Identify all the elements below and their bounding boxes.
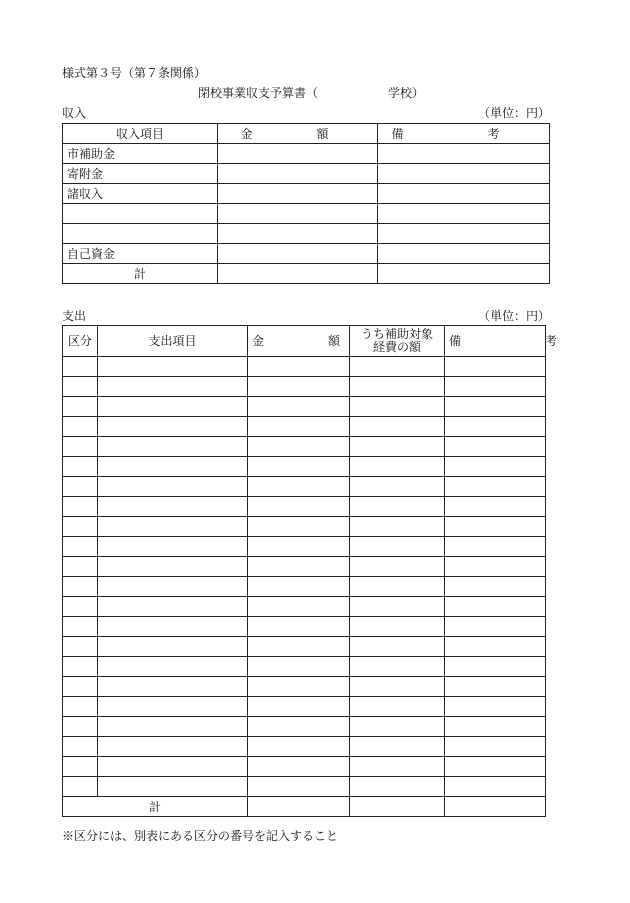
expenditure-amount-cell[interactable] <box>248 397 350 417</box>
income-item-cell: 寄附金 <box>63 164 218 184</box>
expenditure-item-cell[interactable] <box>98 557 248 577</box>
income-remarks-cell[interactable] <box>378 184 550 204</box>
expenditure-remarks-cell[interactable] <box>445 737 546 757</box>
expenditure-item-cell[interactable] <box>98 657 248 677</box>
expenditure-remarks-cell[interactable] <box>445 617 546 637</box>
expenditure-subsidy-cell[interactable] <box>350 517 445 537</box>
expenditure-section-label: 支出 <box>62 309 87 323</box>
expenditure-category-cell[interactable] <box>63 357 98 377</box>
expenditure-row <box>63 397 546 417</box>
expenditure-subsidy-cell[interactable] <box>350 377 445 397</box>
footnote: ※区分には、別表にある区分の番号を記入すること <box>62 829 339 843</box>
expenditure-amount-cell[interactable] <box>248 697 350 717</box>
expenditure-category-cell[interactable] <box>63 677 98 697</box>
expenditure-remarks-cell[interactable] <box>445 397 546 417</box>
income-row <box>63 164 550 184</box>
expenditure-item-cell[interactable] <box>98 397 248 417</box>
expenditure-amount-cell[interactable] <box>248 777 350 797</box>
expenditure-remarks-cell[interactable] <box>445 777 546 797</box>
expenditure-amount-cell[interactable] <box>248 477 350 497</box>
expenditure-remarks-cell[interactable] <box>445 637 546 657</box>
income-amount-cell[interactable] <box>218 164 378 184</box>
expenditure-category-cell[interactable] <box>63 437 98 457</box>
expenditure-body <box>63 357 546 797</box>
expenditure-total-subsidy[interactable] <box>350 797 445 817</box>
income-total-amount[interactable] <box>218 264 378 284</box>
expenditure-subsidy-cell[interactable] <box>350 757 445 777</box>
expenditure-row <box>63 477 546 497</box>
expenditure-row <box>63 637 546 657</box>
income-col-item: 収入項目 <box>63 124 218 144</box>
expenditure-header-row <box>63 326 546 357</box>
expenditure-category-cell[interactable] <box>63 517 98 537</box>
expenditure-col-category: 区分 <box>63 326 98 357</box>
expenditure-item-cell[interactable] <box>98 537 248 557</box>
expenditure-row <box>63 497 546 517</box>
expenditure-item-cell[interactable] <box>98 377 248 397</box>
expenditure-item-cell[interactable] <box>98 757 248 777</box>
expenditure-amount-cell[interactable] <box>248 457 350 477</box>
expenditure-subsidy-cell[interactable] <box>350 617 445 637</box>
income-row <box>63 144 550 164</box>
income-amount-cell[interactable] <box>218 244 378 264</box>
expenditure-category-cell[interactable] <box>63 697 98 717</box>
expenditure-amount-cell[interactable] <box>248 677 350 697</box>
expenditure-col-subsidy: うち補助対象 経費の額 <box>350 326 445 357</box>
expenditure-item-cell[interactable] <box>98 437 248 457</box>
expenditure-subsidy-cell[interactable] <box>350 557 445 577</box>
income-row <box>63 224 550 244</box>
expenditure-category-cell[interactable] <box>63 637 98 657</box>
expenditure-category-cell[interactable] <box>63 557 98 577</box>
expenditure-row <box>63 717 546 737</box>
expenditure-row <box>63 517 546 537</box>
expenditure-row <box>63 737 546 757</box>
expenditure-category-cell[interactable] <box>63 757 98 777</box>
expenditure-amount-cell[interactable] <box>248 657 350 677</box>
expenditure-row <box>63 417 546 437</box>
income-unit-label: （単位：円） <box>477 106 550 120</box>
expenditure-category-cell[interactable] <box>63 717 98 737</box>
expenditure-category-cell[interactable] <box>63 457 98 477</box>
expenditure-remarks-cell[interactable] <box>445 357 546 377</box>
expenditure-category-cell[interactable] <box>63 417 98 437</box>
income-table <box>62 123 550 284</box>
expenditure-item-cell[interactable] <box>98 717 248 737</box>
expenditure-row <box>63 677 546 697</box>
expenditure-remarks-cell[interactable] <box>445 437 546 457</box>
expenditure-row <box>63 657 546 677</box>
expenditure-subsidy-cell[interactable] <box>350 497 445 517</box>
expenditure-item-cell[interactable] <box>98 737 248 757</box>
income-total-row <box>63 264 550 284</box>
income-remarks-cell[interactable] <box>378 204 550 224</box>
expenditure-col-amount: 金 額 <box>248 326 350 357</box>
expenditure-subsidy-cell[interactable] <box>350 417 445 437</box>
expenditure-remarks-cell[interactable] <box>445 657 546 677</box>
expenditure-remarks-cell[interactable] <box>445 477 546 497</box>
expenditure-subsidy-cell[interactable] <box>350 457 445 477</box>
expenditure-subsidy-cell[interactable] <box>350 397 445 417</box>
expenditure-category-cell[interactable] <box>63 577 98 597</box>
expenditure-remarks-cell[interactable] <box>445 677 546 697</box>
income-col-remarks: 備 考 <box>378 124 550 144</box>
expenditure-category-cell[interactable] <box>63 397 98 417</box>
income-row <box>63 244 550 264</box>
expenditure-subsidy-cell[interactable] <box>350 717 445 737</box>
expenditure-category-cell[interactable] <box>63 597 98 617</box>
title-prefix: 閉校事業収支予算書（ <box>198 86 319 100</box>
expenditure-remarks-cell[interactable] <box>445 457 546 477</box>
expenditure-remarks-cell[interactable] <box>445 377 546 397</box>
income-remarks-cell[interactable] <box>378 244 550 264</box>
expenditure-unit-label: （単位：円） <box>477 309 550 323</box>
expenditure-col-remarks: 備 考 <box>445 326 546 357</box>
expenditure-row <box>63 577 546 597</box>
expenditure-subsidy-cell[interactable] <box>350 477 445 497</box>
expenditure-row <box>63 557 546 577</box>
title-suffix: 学校） <box>388 86 425 100</box>
expenditure-category-cell[interactable] <box>63 657 98 677</box>
expenditure-total-row <box>63 797 546 817</box>
expenditure-remarks-cell[interactable] <box>445 577 546 597</box>
expenditure-total-amount[interactable] <box>248 797 350 817</box>
expenditure-remarks-cell[interactable] <box>445 497 546 517</box>
income-item-cell[interactable] <box>63 224 218 244</box>
expenditure-amount-cell[interactable] <box>248 617 350 637</box>
expenditure-amount-cell[interactable] <box>248 637 350 657</box>
income-col-amount: 金 額 <box>218 124 378 144</box>
expenditure-subsidy-cell[interactable] <box>350 777 445 797</box>
expenditure-row <box>63 697 546 717</box>
income-section-label: 収入 <box>62 106 87 120</box>
expenditure-amount-cell[interactable] <box>248 357 350 377</box>
income-amount-cell[interactable] <box>218 204 378 224</box>
expenditure-subsidy-cell[interactable] <box>350 597 445 617</box>
expenditure-row <box>63 457 546 477</box>
income-amount-cell[interactable] <box>218 144 378 164</box>
expenditure-remarks-cell[interactable] <box>445 597 546 617</box>
expenditure-amount-cell[interactable] <box>248 757 350 777</box>
expenditure-amount-cell[interactable] <box>248 437 350 457</box>
expenditure-category-cell[interactable] <box>63 537 98 557</box>
expenditure-amount-cell[interactable] <box>248 557 350 577</box>
expenditure-subsidy-cell[interactable] <box>350 357 445 377</box>
income-amount-cell[interactable] <box>218 224 378 244</box>
expenditure-remarks-cell[interactable] <box>445 717 546 737</box>
income-total-remarks[interactable] <box>378 264 550 284</box>
income-item-cell: 諸収入 <box>63 184 218 204</box>
expenditure-row <box>63 357 546 377</box>
expenditure-subsidy-cell[interactable] <box>350 657 445 677</box>
income-total-label: 計 <box>63 264 218 284</box>
income-item-cell: 市補助金 <box>63 144 218 164</box>
expenditure-item-cell[interactable] <box>98 617 248 637</box>
expenditure-item-cell[interactable] <box>98 637 248 657</box>
expenditure-row <box>63 597 546 617</box>
expenditure-category-cell[interactable] <box>63 617 98 637</box>
expenditure-item-cell[interactable] <box>98 417 248 437</box>
expenditure-category-cell[interactable] <box>63 737 98 757</box>
expenditure-category-cell[interactable] <box>63 477 98 497</box>
expenditure-amount-cell[interactable] <box>248 517 350 537</box>
expenditure-remarks-cell[interactable] <box>445 537 546 557</box>
income-amount-cell[interactable] <box>218 184 378 204</box>
income-remarks-cell[interactable] <box>378 164 550 184</box>
expenditure-subsidy-cell[interactable] <box>350 537 445 557</box>
expenditure-amount-cell[interactable] <box>248 497 350 517</box>
expenditure-col-item: 支出項目 <box>98 326 248 357</box>
expenditure-item-cell[interactable] <box>98 577 248 597</box>
expenditure-item-cell[interactable] <box>98 477 248 497</box>
expenditure-subsidy-cell[interactable] <box>350 637 445 657</box>
expenditure-row <box>63 757 546 777</box>
expenditure-row <box>63 537 546 557</box>
expenditure-item-cell[interactable] <box>98 457 248 477</box>
expenditure-item-cell[interactable] <box>98 697 248 717</box>
income-remarks-cell[interactable] <box>378 144 550 164</box>
income-item-cell: 自己資金 <box>63 244 218 264</box>
expenditure-amount-cell[interactable] <box>248 417 350 437</box>
expenditure-total-remarks[interactable] <box>445 797 546 817</box>
expenditure-item-cell[interactable] <box>98 517 248 537</box>
expenditure-category-cell[interactable] <box>63 777 98 797</box>
expenditure-remarks-cell[interactable] <box>445 517 546 537</box>
expenditure-item-cell[interactable] <box>98 777 248 797</box>
expenditure-subsidy-cell[interactable] <box>350 697 445 717</box>
expenditure-amount-cell[interactable] <box>248 717 350 737</box>
expenditure-amount-cell[interactable] <box>248 597 350 617</box>
income-row <box>63 204 550 224</box>
expenditure-item-cell[interactable] <box>98 497 248 517</box>
expenditure-remarks-cell[interactable] <box>445 417 546 437</box>
income-header-row <box>63 124 550 144</box>
expenditure-category-cell[interactable] <box>63 377 98 397</box>
expenditure-total-label: 計 <box>63 797 248 817</box>
document-title <box>198 86 424 100</box>
expenditure-item-cell[interactable] <box>98 677 248 697</box>
expenditure-subsidy-cell[interactable] <box>350 437 445 457</box>
income-item-cell[interactable] <box>63 204 218 224</box>
expenditure-remarks-cell[interactable] <box>445 697 546 717</box>
expenditure-remarks-cell[interactable] <box>445 557 546 577</box>
expenditure-table <box>62 325 594 817</box>
expenditure-subsidy-cell[interactable] <box>350 677 445 697</box>
expenditure-remarks-cell[interactable] <box>445 757 546 777</box>
expenditure-subsidy-cell[interactable] <box>350 577 445 597</box>
expenditure-amount-cell[interactable] <box>248 537 350 557</box>
expenditure-amount-cell[interactable] <box>248 377 350 397</box>
expenditure-row <box>63 377 546 397</box>
expenditure-item-cell[interactable] <box>98 357 248 377</box>
expenditure-amount-cell[interactable] <box>248 577 350 597</box>
income-row <box>63 184 550 204</box>
expenditure-row <box>63 437 546 457</box>
expenditure-row <box>63 617 546 637</box>
expenditure-category-cell[interactable] <box>63 497 98 517</box>
expenditure-row <box>63 777 546 797</box>
expenditure-item-cell[interactable] <box>98 597 248 617</box>
income-remarks-cell[interactable] <box>378 224 550 244</box>
expenditure-subsidy-cell[interactable] <box>350 737 445 757</box>
expenditure-amount-cell[interactable] <box>248 737 350 757</box>
form-number: 様式第３号（第７条関係） <box>62 66 207 80</box>
